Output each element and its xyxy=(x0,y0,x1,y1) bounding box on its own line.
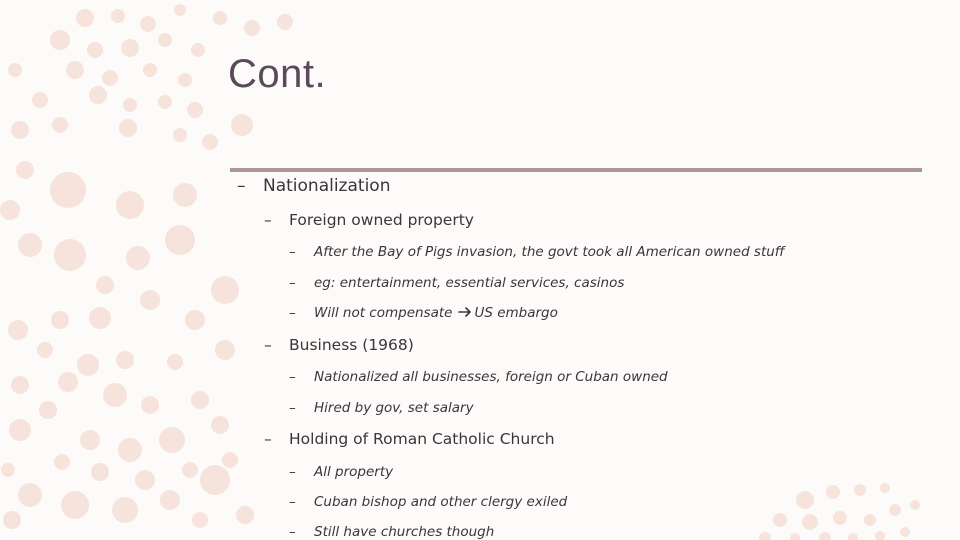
decorative-dot xyxy=(102,70,118,86)
bullet-marker: – xyxy=(264,430,272,448)
bullet-marker: – xyxy=(289,305,296,321)
decorative-dot xyxy=(116,191,144,219)
decorative-dot xyxy=(54,454,70,470)
decorative-dot xyxy=(111,9,125,23)
decorative-dot xyxy=(119,119,137,137)
decorative-dot xyxy=(173,128,187,142)
decorative-dot xyxy=(11,121,29,139)
decorative-dot xyxy=(202,134,218,150)
decorative-dot xyxy=(178,73,192,87)
bullet-marker: – xyxy=(289,464,296,480)
decorative-dot xyxy=(3,511,21,529)
right-arrow-icon xyxy=(458,305,472,321)
bullet-marker: – xyxy=(289,494,296,510)
decorative-dot xyxy=(160,490,180,510)
decorative-dot xyxy=(833,511,847,525)
decorative-dot xyxy=(77,354,99,376)
decorative-dot xyxy=(167,354,183,370)
decorative-dot xyxy=(244,20,260,36)
decorative-dot xyxy=(11,376,29,394)
decorative-dot xyxy=(58,372,78,392)
decorative-dot xyxy=(864,514,876,526)
bullet-text: Foreign owned property xyxy=(289,211,474,229)
decorative-dot xyxy=(54,239,86,271)
decorative-dot xyxy=(140,290,160,310)
decorative-dot xyxy=(211,416,229,434)
decorative-dot xyxy=(50,30,70,50)
decorative-dot xyxy=(18,483,42,507)
bullet-marker: – xyxy=(289,524,296,540)
bullet-text-group xyxy=(314,305,558,321)
decorative-dot xyxy=(126,246,150,270)
decorative-dot xyxy=(277,14,293,30)
decorative-dot xyxy=(187,102,203,118)
decorative-dot xyxy=(9,419,31,441)
decorative-dot xyxy=(18,233,42,257)
decorative-dot xyxy=(143,63,157,77)
decorative-dot xyxy=(96,276,114,294)
decorative-dot xyxy=(191,391,209,409)
decorative-dot xyxy=(222,452,238,468)
decorative-dot xyxy=(89,86,107,104)
decorative-dot xyxy=(80,430,100,450)
decorative-dot xyxy=(103,383,127,407)
bullet-text: After the Bay of Pigs invasion, the govt took all American owned stuff xyxy=(314,244,785,260)
decorative-dot xyxy=(16,161,34,179)
decorative-dot xyxy=(50,172,86,208)
decorative-dot xyxy=(158,33,172,47)
decorative-dot xyxy=(854,484,866,496)
decorative-dot xyxy=(159,427,185,453)
bullet-marker: – xyxy=(289,400,296,416)
bullet-marker: – xyxy=(289,369,296,385)
decorative-dot xyxy=(880,483,890,493)
decorative-dot xyxy=(8,63,22,77)
decorative-dot xyxy=(158,95,172,109)
decorative-dot xyxy=(112,497,138,523)
decorative-dot xyxy=(66,61,84,79)
bullet-marker: – xyxy=(289,275,296,291)
decorative-dot xyxy=(123,98,137,112)
slide-title: Cont. xyxy=(228,52,327,96)
decorative-dot xyxy=(900,527,910,537)
decorative-dot xyxy=(174,4,186,16)
bullet-text: Holding of Roman Catholic Church xyxy=(289,430,555,448)
bullet-marker: – xyxy=(264,336,272,354)
bullet-text: Cuban bishop and other clergy exiled xyxy=(314,494,568,510)
bullet-text-before: Will not compensate xyxy=(314,305,453,321)
decorative-dot xyxy=(116,351,134,369)
decorative-dot xyxy=(135,470,155,490)
decorative-dot xyxy=(910,500,920,510)
decorative-dot xyxy=(39,401,57,419)
bullet-text: All property xyxy=(314,464,394,480)
decorative-dot xyxy=(819,532,831,540)
decorative-dot xyxy=(76,9,94,27)
decorative-dot xyxy=(8,320,28,340)
decorative-dot xyxy=(141,396,159,414)
decorative-dot xyxy=(802,514,818,530)
decorative-dot xyxy=(889,504,901,516)
decorative-dot xyxy=(826,485,840,499)
decorative-dot xyxy=(215,340,235,360)
decorative-dot xyxy=(790,533,800,540)
decorative-dot xyxy=(182,462,198,478)
decorative-dot xyxy=(191,43,205,57)
decorative-dot xyxy=(875,531,885,540)
bullet-text: Nationalization xyxy=(263,176,391,196)
decorative-dot xyxy=(759,532,771,540)
bullet-text: Still have churches though xyxy=(314,524,495,540)
title-divider xyxy=(230,168,922,172)
bullet-text: Hired by gov, set salary xyxy=(314,400,474,416)
decorative-dot xyxy=(213,11,227,25)
decorative-dot xyxy=(796,491,814,509)
decorative-dot xyxy=(121,39,139,57)
decorative-dot xyxy=(61,491,89,519)
decorative-dot xyxy=(1,463,15,477)
decorative-dot xyxy=(173,183,197,207)
bullet-text: Business (1968) xyxy=(289,336,414,354)
decorative-dot xyxy=(140,16,156,32)
bullet-marker: – xyxy=(264,211,272,229)
bullet-text: Nationalized all businesses, foreign or Cuban owned xyxy=(314,369,668,385)
decorative-dot xyxy=(51,311,69,329)
decorative-dot xyxy=(773,513,787,527)
bullet-text-after: US embargo xyxy=(474,305,558,321)
bullet-text: eg: entertainment, essential services, casinos xyxy=(314,275,625,291)
decorative-dot xyxy=(118,438,142,462)
decorative-dot xyxy=(52,117,68,133)
decorative-dot xyxy=(165,225,195,255)
decorative-dot xyxy=(185,310,205,330)
decorative-dot xyxy=(848,533,858,540)
decorative-dot xyxy=(0,200,20,220)
decorative-dot xyxy=(236,506,254,524)
decorative-dot xyxy=(32,92,48,108)
decorative-dot xyxy=(200,465,230,495)
bullet-marker: – xyxy=(237,176,246,196)
decorative-dot xyxy=(89,307,111,329)
decorative-dot xyxy=(37,342,53,358)
bullet-marker: – xyxy=(289,244,296,260)
decorative-dot xyxy=(192,512,208,528)
decorative-dot xyxy=(211,276,239,304)
decorative-dot xyxy=(91,463,109,481)
decorative-dot xyxy=(231,114,253,136)
decorative-dot xyxy=(87,42,103,58)
